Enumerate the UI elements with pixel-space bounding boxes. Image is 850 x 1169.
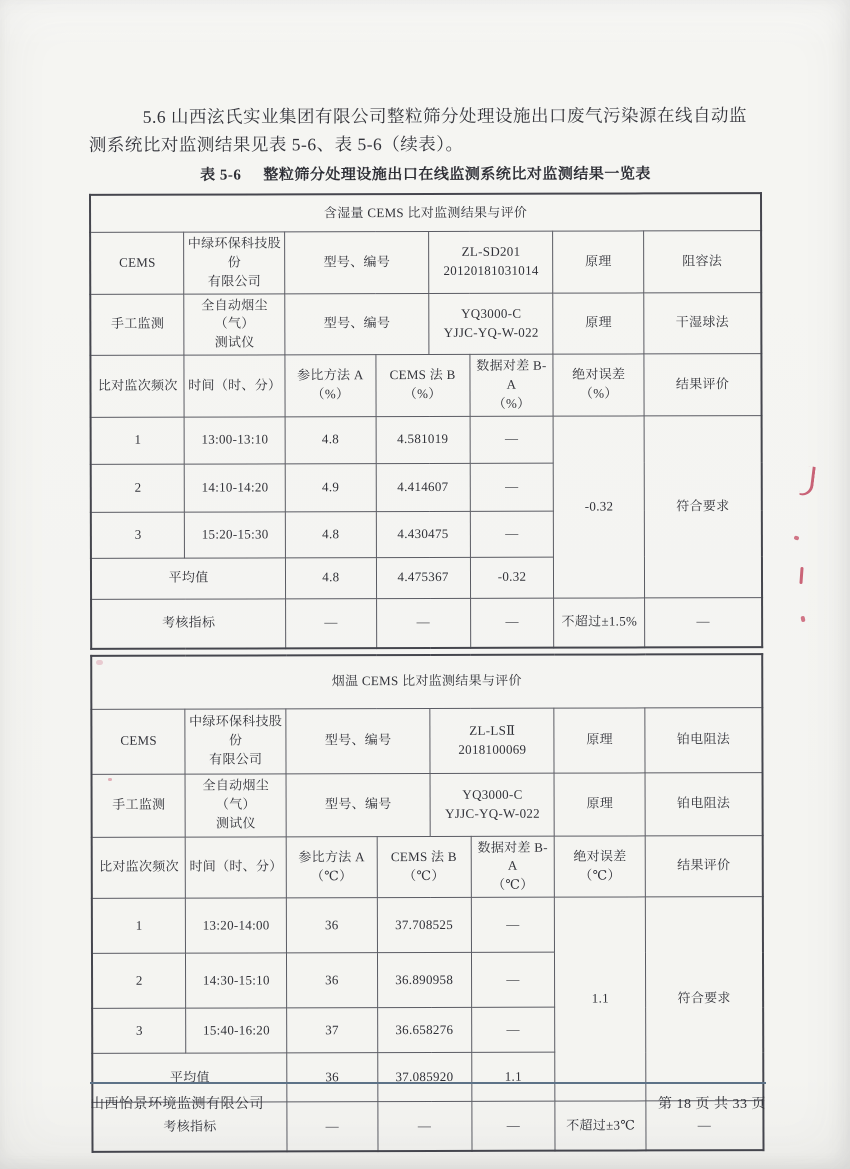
- cell-cems-value: 4.475367: [376, 557, 470, 598]
- col-header-result: 结果评价: [645, 835, 763, 897]
- cell-ref-value: 36: [287, 953, 378, 1008]
- cell-principle-value: 铂电阻法: [645, 707, 763, 772]
- cell-principle-label: 原理: [554, 708, 645, 773]
- col-header-difference: 数据对差 B-A （%）: [469, 354, 553, 416]
- cell-instrument-vendor: 全自动烟尘（气） 测试仪: [185, 773, 286, 836]
- cell-abs-error: -0.32: [554, 416, 645, 598]
- cell-run-no: 3: [91, 512, 185, 558]
- cell-principle-value: 干湿球法: [644, 292, 762, 354]
- humidity-cems-table: [89, 192, 763, 649]
- cell-principle-label: 原理: [554, 773, 645, 836]
- cell-instrument-type: 手工监测: [90, 294, 184, 356]
- col-header-reference: 参比方法 A （%）: [285, 355, 376, 417]
- cell-ref-value: 37: [287, 1008, 378, 1053]
- table-row: [92, 897, 763, 954]
- page-content: [88, 0, 764, 1153]
- cell-cems-value: —: [378, 1102, 472, 1152]
- cell-diff-value: —: [470, 463, 554, 511]
- cell-principle-value: 阻容法: [644, 231, 762, 293]
- col-header-result: 结果评价: [644, 354, 762, 416]
- col-header-cems: CEMS 法 B （%）: [376, 354, 470, 416]
- cell-principle-value: 铂电阻法: [645, 772, 763, 835]
- table-caption-text: 整粒筛分处理设施出口在线监测系统比对监测结果一览表: [263, 166, 651, 184]
- cell-diff-value: —: [471, 1007, 555, 1052]
- cell-cems-value: 36.658276: [377, 1008, 471, 1053]
- cell-cems-value: 4.414607: [376, 463, 470, 511]
- cell-run-no: 1: [91, 417, 185, 464]
- cell-principle-label: 原理: [553, 231, 644, 293]
- cell-diff-value: —: [471, 952, 555, 1007]
- cell-criteria-limit: 不超过±3℃: [555, 1101, 646, 1151]
- cell-model-value: ZL-LSⅡ 2018100069: [430, 708, 554, 773]
- cell-time: 14:30-15:10: [186, 953, 287, 1008]
- col-header-time: 时间（时、分）: [186, 836, 287, 898]
- col-header-abs-error: 绝对误差 （%）: [553, 354, 644, 416]
- cell-cems-value: 37.085920: [377, 1053, 471, 1102]
- cell-ref-value: —: [287, 1102, 378, 1152]
- section-heading: 5.6 山西泫氏实业集团有限公司整粒筛分处理设施出口废气污染源在线自动监测系统比对监测结果见表 5-6、表 5-6（续表）。: [88, 105, 748, 155]
- cell-ref-value: 36: [286, 898, 377, 953]
- cell-criteria-label: 考核指标: [92, 1102, 287, 1152]
- table-caption: [89, 162, 762, 185]
- cell-time: 13:20-14:00: [186, 898, 287, 953]
- cell-diff-value: —: [470, 511, 554, 557]
- cell-principle-label: 原理: [553, 292, 644, 354]
- cell-evaluation: 符合要求: [644, 415, 762, 597]
- cell-diff-value: 1.1: [471, 1052, 555, 1101]
- cell-ref-value: —: [286, 598, 377, 648]
- cell-diff-value: —: [471, 1101, 555, 1151]
- col-header-difference: 数据对差 B-A （℃）: [471, 836, 555, 898]
- cell-model-label: 型号、编号: [285, 231, 429, 293]
- cell-ref-value: 4.8: [285, 511, 376, 557]
- col-header-cems: CEMS 法 B （℃）: [377, 836, 471, 898]
- cell-instrument-vendor: 中绿环保科技股份 有限公司: [184, 232, 285, 294]
- cell-model-label: 型号、编号: [286, 773, 430, 836]
- cell-cems-value: 36.890958: [377, 953, 471, 1008]
- cell-run-no: 3: [92, 1008, 186, 1053]
- cell-instrument-type: CEMS: [90, 232, 184, 294]
- col-header-frequency: 比对监次频次: [92, 837, 186, 899]
- cell-model-value: YQ3000-C YJJC-YQ-W-022: [429, 293, 553, 355]
- cell-time: 13:00-13:10: [185, 416, 286, 463]
- table-caption-label: 表 5-6: [200, 167, 242, 184]
- cell-run-no: 2: [91, 464, 185, 512]
- cell-criteria-label: 考核指标: [91, 598, 286, 648]
- footer-company-name: 山西怡景环境监测有限公司: [90, 1097, 264, 1112]
- table-section-title: 含湿量 CEMS 比对监测结果与评价: [90, 193, 761, 232]
- cell-instrument-type: 手工监测: [92, 774, 186, 837]
- cell-ref-value: 4.8: [286, 557, 377, 598]
- cell-diff-value: —: [470, 416, 554, 463]
- cell-instrument-type: CEMS: [91, 709, 185, 774]
- cell-ref-value: 4.9: [285, 463, 376, 511]
- cell-diff-value: —: [470, 598, 554, 648]
- cell-model-value: YQ3000-C YJJC-YQ-W-022: [430, 773, 554, 836]
- page-footer: [90, 1082, 766, 1113]
- cell-run-no: 2: [92, 953, 186, 1008]
- cell-model-label: 型号、编号: [285, 293, 429, 355]
- cell-evaluation: 符合要求: [645, 897, 763, 1101]
- cell-average-label: 平均值: [92, 1053, 287, 1103]
- cell-time: 14:10-14:20: [185, 463, 286, 511]
- col-header-abs-error: 绝对误差 （℃）: [555, 836, 646, 898]
- cell-ref-value: 4.8: [285, 416, 376, 463]
- cell-time: 15:20-15:30: [185, 511, 286, 557]
- criteria-row: [91, 597, 762, 648]
- cell-instrument-vendor: 中绿环保科技股份 有限公司: [185, 708, 286, 773]
- temperature-cems-table: [90, 653, 764, 1153]
- cell-model-value: ZL-SD201 20120181031014: [429, 231, 553, 293]
- cell-cems-value: 4.581019: [376, 416, 470, 463]
- cell-criteria-result: —: [646, 1101, 764, 1151]
- cell-average-label: 平均值: [91, 557, 286, 599]
- cell-model-label: 型号、编号: [286, 708, 430, 773]
- cell-cems-value: 37.708525: [377, 898, 471, 953]
- red-pen-mark: [799, 465, 816, 496]
- cell-criteria-limit: 不超过±1.5%: [554, 598, 645, 648]
- col-header-frequency: 比对监次频次: [90, 355, 184, 417]
- cell-criteria-result: —: [645, 597, 763, 647]
- cell-abs-error: 1.1: [555, 897, 646, 1101]
- table-section-title: 烟温 CEMS 比对监测结果与评价: [91, 654, 762, 709]
- cell-cems-value: —: [376, 598, 470, 648]
- red-pen-mark: [800, 616, 805, 623]
- red-pen-mark: [793, 535, 799, 540]
- col-header-reference: 参比方法 A （℃）: [286, 836, 377, 898]
- table-row: [91, 415, 762, 464]
- cell-diff-value: —: [471, 897, 555, 952]
- cell-time: 15:40-16:20: [186, 1008, 287, 1053]
- cell-diff-value: -0.32: [470, 557, 554, 598]
- footer-page-number: 第 18 页 共 33 页: [658, 1097, 766, 1112]
- red-pen-mark: [799, 567, 803, 584]
- cell-run-no: 1: [92, 898, 186, 953]
- cell-instrument-vendor: 全自动烟尘（气） 测试仪: [184, 293, 285, 355]
- col-header-time: 时间（时、分）: [184, 355, 285, 417]
- cell-ref-value: 36: [287, 1053, 378, 1102]
- cell-cems-value: 4.430475: [376, 511, 470, 557]
